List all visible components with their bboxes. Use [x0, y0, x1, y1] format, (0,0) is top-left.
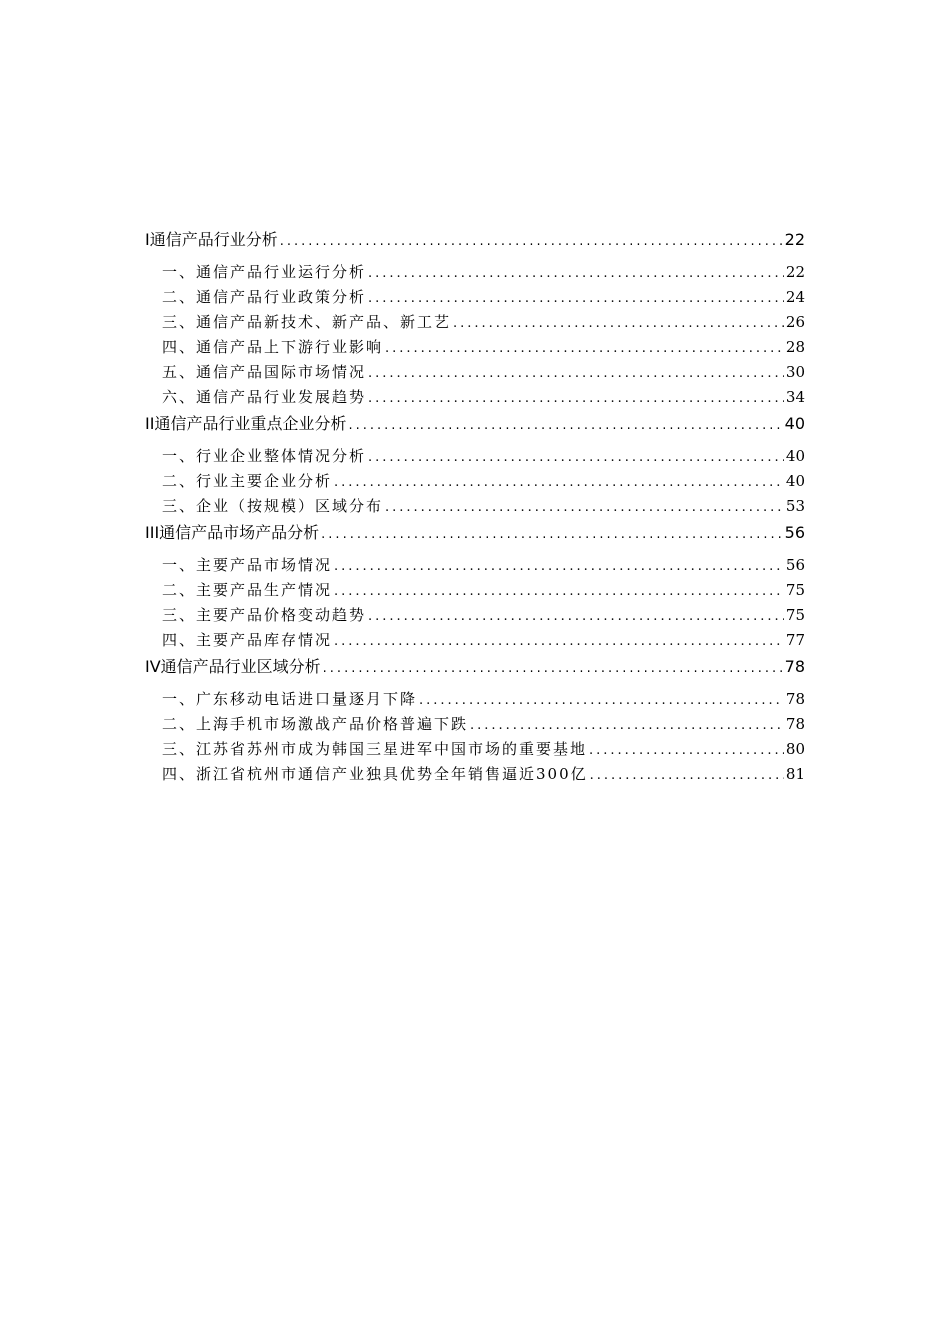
toc-entry-page: 40: [785, 472, 805, 490]
toc-entry-title: 四、通信产品上下游行业影响: [162, 338, 384, 356]
toc-entry-page: 78: [785, 715, 805, 733]
toc-entry-page: 56: [785, 556, 805, 574]
toc-entry-page: 80: [785, 740, 805, 758]
toc-section[interactable]: [145, 763, 805, 788]
toc-entry-title: 三、江苏省苏州市成为韩国三星进军中国市场的重要基地: [162, 740, 588, 758]
dot-leader: [368, 391, 784, 406]
toc-chapter[interactable]: [145, 654, 805, 680]
toc-section[interactable]: [145, 738, 805, 763]
toc-section[interactable]: [145, 579, 805, 604]
toc-chapter[interactable]: [145, 227, 805, 253]
toc-entry-page: 26: [785, 313, 805, 331]
toc-entry-page: 40: [785, 447, 805, 465]
toc-entry-page: 22: [784, 230, 805, 249]
toc-section[interactable]: [145, 629, 805, 654]
toc-entry-page: 77: [785, 631, 805, 649]
toc-entry-page: 78: [785, 690, 805, 708]
toc-entry-page: 28: [785, 338, 805, 356]
toc-entry-title: IV通信产品行业区域分析: [145, 657, 321, 676]
toc-entry-title: 一、主要产品市场情况: [162, 556, 333, 574]
toc-section[interactable]: [145, 361, 805, 386]
dot-leader: [368, 366, 784, 381]
toc-entry-page: 34: [785, 388, 805, 406]
dot-leader: [470, 718, 784, 733]
toc-entry-title: 四、主要产品库存情况: [162, 631, 333, 649]
toc-entry-page: 81: [785, 765, 805, 783]
toc-entry-title: 六、通信产品行业发展趋势: [162, 388, 367, 406]
dot-leader: [453, 316, 784, 331]
dot-leader: [280, 234, 783, 249]
toc-section[interactable]: [145, 713, 805, 738]
toc-chapter[interactable]: [145, 411, 805, 437]
toc-entry-title: 二、主要产品生产情况: [162, 581, 333, 599]
dot-leader: [368, 266, 784, 281]
dot-leader: [385, 341, 784, 356]
toc-entry-title: 二、上海手机市场激战产品价格普遍下跌: [162, 715, 469, 733]
toc-entry-title: II通信产品行业重点企业分析: [145, 414, 347, 433]
dot-leader: [348, 418, 782, 433]
toc-section[interactable]: [145, 261, 805, 286]
toc-section[interactable]: [145, 386, 805, 411]
dot-leader: [368, 450, 784, 465]
toc-entry-title: 三、企业（按规模）区域分布: [162, 497, 384, 515]
toc-section[interactable]: [145, 286, 805, 311]
dot-leader: [334, 559, 784, 574]
toc-chapter[interactable]: [145, 520, 805, 546]
toc-entry-title: 四、浙江省杭州市通信产业独具优势全年销售逼近300亿: [162, 765, 588, 783]
toc-section[interactable]: [145, 336, 805, 361]
toc-entry-page: 53: [785, 497, 805, 515]
toc-entry-title: 三、通信产品新技术、新产品、新工艺: [162, 313, 452, 331]
toc-entry-page: 24: [785, 288, 805, 306]
dot-leader: [419, 693, 784, 708]
toc-section[interactable]: [145, 445, 805, 470]
toc-entry-page: 78: [784, 657, 805, 676]
toc-entry-title: III通信产品市场产品分析: [145, 523, 320, 542]
dot-leader: [334, 584, 784, 599]
toc-entry-title: 五、通信产品国际市场情况: [162, 363, 367, 381]
toc-section[interactable]: [145, 604, 805, 629]
toc-entry-title: 二、行业主要企业分析: [162, 472, 333, 490]
toc-section[interactable]: [145, 470, 805, 495]
toc-entry-title: I通信产品行业分析: [145, 230, 278, 249]
toc-entry-title: 一、行业企业整体情况分析: [162, 447, 367, 465]
toc-entry-page: 22: [785, 263, 805, 281]
dot-leader: [368, 291, 784, 306]
toc-entry-page: 56: [784, 523, 805, 542]
toc-entry-page: 30: [785, 363, 805, 381]
dot-leader: [368, 609, 784, 624]
dot-leader: [589, 743, 784, 758]
toc-entry-title: 一、广东移动电话进口量逐月下降: [162, 690, 418, 708]
toc-entry-title: 二、通信产品行业政策分析: [162, 288, 367, 306]
dot-leader: [334, 475, 784, 490]
toc-section[interactable]: [145, 495, 805, 520]
dot-leader: [385, 500, 784, 515]
dot-leader: [590, 768, 784, 783]
toc-section[interactable]: [145, 311, 805, 336]
toc-section[interactable]: [145, 688, 805, 713]
toc-entry-title: 一、通信产品行业运行分析: [162, 263, 367, 281]
table-of-contents: [145, 227, 805, 788]
toc-entry-title: 三、主要产品价格变动趋势: [162, 606, 367, 624]
toc-entry-page: 75: [785, 581, 805, 599]
dot-leader: [323, 661, 783, 676]
toc-section[interactable]: [145, 554, 805, 579]
toc-entry-page: 40: [784, 414, 805, 433]
dot-leader: [334, 634, 784, 649]
toc-entry-page: 75: [785, 606, 805, 624]
dot-leader: [321, 527, 782, 542]
